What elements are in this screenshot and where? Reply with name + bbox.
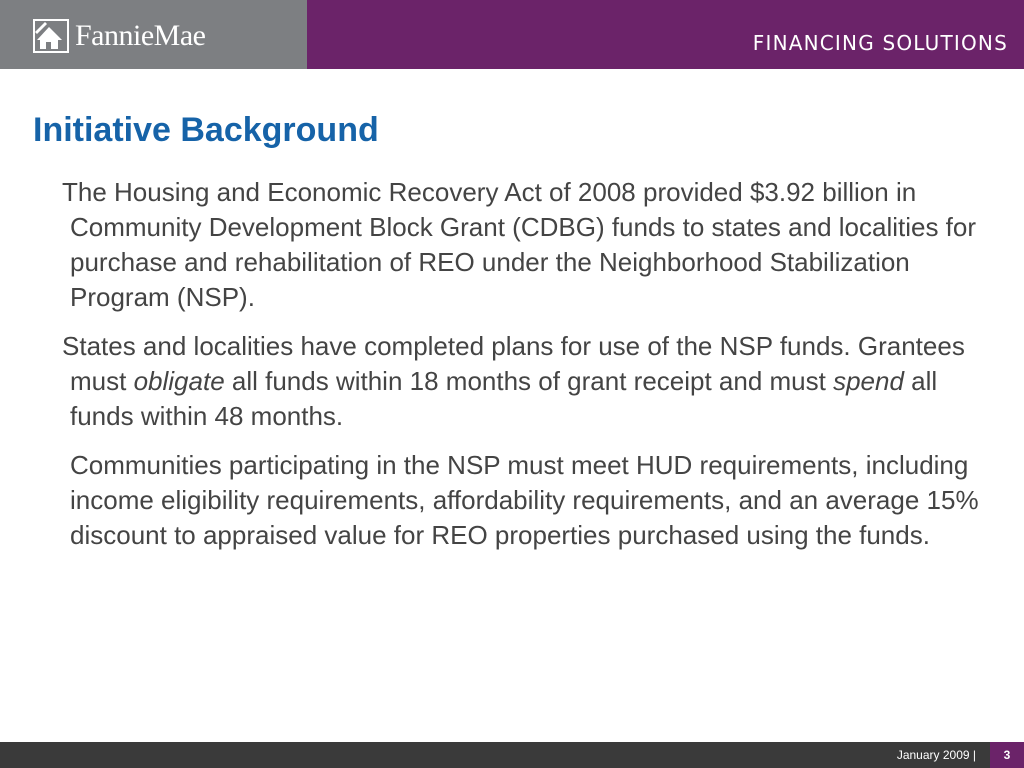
emphasis-obligate: obligate xyxy=(133,366,225,396)
slide-footer xyxy=(0,742,1024,768)
paragraph-text: all funds within 18 months of grant receipt and must xyxy=(224,366,834,396)
page-number: 3 xyxy=(990,742,1024,768)
banner-title: FINANCING SOLUTIONS xyxy=(752,31,1008,55)
logo-text: FannieMae xyxy=(75,19,206,52)
slide-title: Initiative Background xyxy=(33,111,379,149)
paragraph-hud-requirements: Communities participating in the NSP must meet HUD requirements, including income eligibility requirements, affordability requirements, and an average 15% discount to appraised value for REO properties purchased using the funds. xyxy=(70,450,979,550)
paragraph-text: States and localities have completed plans for use of the NSP funds. Grantees must xyxy=(62,331,965,396)
house-logo-icon xyxy=(33,18,69,54)
paragraph-housing-act: The Housing and Economic Recovery Act of 2008 provided $3.92 billion in Community Development Block Grant (CDBG) funds to states and localities for purchase and rehabilitation of REO under the Neighborhood Stabilization Program (NSP). xyxy=(62,177,977,312)
paragraph-text: all funds within 48 months. xyxy=(70,366,938,431)
paragraph-nsp-plans xyxy=(62,329,992,434)
slide-header xyxy=(0,0,1024,69)
fannie-mae-logo xyxy=(33,16,205,56)
header-banner xyxy=(307,0,1024,69)
emphasis-spend: spend xyxy=(833,366,904,396)
footer-date: January 2009 | xyxy=(896,748,976,762)
slide-body xyxy=(62,175,992,567)
logo-area xyxy=(0,0,307,69)
